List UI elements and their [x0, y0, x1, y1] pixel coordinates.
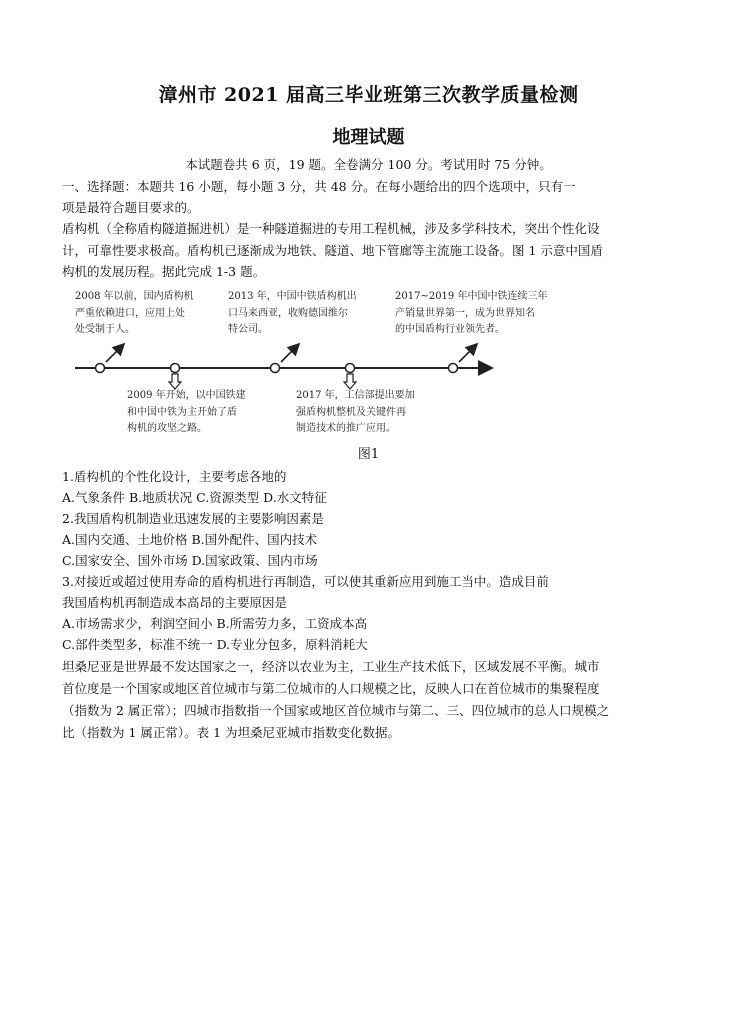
question3-options-cd: C.部件类型多，标准不统一 D.专业分包多，原料消耗大 [62, 637, 368, 652]
arrow-2009 [169, 374, 181, 389]
event-2013-line: 2013 年，中国中铁盾构机出 [228, 291, 357, 302]
timeline-node-2013 [271, 364, 280, 373]
event-2008 [75, 289, 194, 339]
arrow-2013 [281, 345, 298, 362]
event-2013-line: 口马来西亚，收购德国维尔 [228, 307, 348, 319]
timeline-node-2008 [96, 364, 105, 373]
event-2017-2019 [395, 289, 547, 339]
question3-line1: 3.对接近或超过使用寿命的盾构机进行再制造，可以使其重新应用到施工当中。造成目前 [62, 574, 549, 589]
section-instruction-line2: 项是最符合题目要求的。 [62, 200, 200, 215]
event-2013-line: 特公司。 [228, 324, 268, 335]
arrow-2017 [344, 374, 356, 389]
passage1-line2: 计，可靠性要求极高。盾构机已逐渐成为地铁、隧道、地下管廊等主流施工设备。图 1 示意中国盾 [62, 243, 603, 258]
event-2008-line: 严重依赖进口，应用上处 [75, 307, 185, 319]
exam-title: 漳州市 2021 届高三毕业班第三次教学质量检测 [158, 84, 579, 106]
timeline-node-2009 [171, 364, 180, 373]
event-2009-line: 和中国中铁为主开始了盾 [127, 406, 237, 418]
event-2017-line: 制造技术的推广应用。 [296, 423, 396, 434]
event-2009 [127, 388, 246, 438]
event-2017-2019-line: 产销量世界第一，成为世界知名 [395, 307, 535, 319]
figure1-timeline [70, 285, 548, 445]
passage2-line1: 坦桑尼亚是世界最不发达国家之一，经济以农业为主，工业生产技术低下，区域发展不平衡。城市 [62, 659, 600, 674]
passage2-line3: （指数为 2 属正常）；四城市指数指一个国家或地区首位城市与第二、三、四位城市的总人口规模之 [62, 703, 610, 718]
event-2017-line: 2017 年，工信部提出要加 [296, 390, 415, 401]
passage2-line4: 比（指数为 1 属正常）。表 1 为坦桑尼亚城市指数变化数据。 [62, 725, 401, 740]
question2: 2.我国盾构机制造业迅速发展的主要影响因素是 [62, 511, 324, 526]
question2-options-ab: A.国内交通、土地价格 B.国外配件、国内技术 [62, 532, 318, 547]
event-2013 [228, 289, 357, 339]
exam-info: 本试题卷共 6 页，19 题。全卷满分 100 分。考试用时 75 分钟。 [185, 157, 552, 172]
passage2-line2: 首位度是一个国家或地区首位城市与第二位城市的人口规模之比，反映人口在首位城市的集聚程度 [62, 681, 600, 696]
timeline-node-2017-2019 [449, 364, 458, 373]
question3-options-ab: A.市场需求少，利润空间小 B.所需劳力多，工资成本高 [62, 616, 368, 631]
figure1-caption: 图1 [357, 447, 380, 462]
question3-line2: 我国盾构机再制造成本高昂的主要原因是 [62, 595, 288, 610]
event-2008-line: 2008 年以前，国内盾构机 [75, 291, 194, 302]
event-2017-2019-line: 的中国盾构行业领先者。 [395, 324, 505, 335]
passage1-line1: 盾构机（全称盾构隧道掘进机）是一种隧道掘进的专用工程机械，涉及多学科技术，突出个性化设 [62, 221, 600, 236]
event-2009-line: 2009 年开始，以中国铁建 [127, 390, 246, 401]
arrow-2017-2019 [459, 345, 476, 362]
question2-options-cd: C.国家安全、国外市场 D.国家政策、国内市场 [62, 553, 318, 568]
event-2017 [296, 388, 415, 438]
event-2017-2019-line: 2017~2019 年中国中铁连续三年 [395, 291, 548, 302]
question1-options: A.气象条件 B.地质状况 C.资源类型 D.水文特征 [62, 490, 327, 505]
passage1-line3: 构机的发展历程。据此完成 1-3 题。 [62, 264, 266, 279]
question1: 1.盾构机的个性化设计，主要考虑各地的 [62, 469, 287, 484]
arrow-2008 [106, 345, 123, 362]
event-2008-line: 处受制于人。 [75, 324, 135, 335]
section-instruction-line1: 一、选择题：本题共 16 小题，每小题 3 分，共 48 分。在每小题给出的四个选项中，只有一 [62, 179, 576, 194]
timeline-node-2017 [346, 364, 355, 373]
event-2009-line: 构机的攻坚之路。 [127, 423, 207, 434]
exam-subtitle: 地理试题 [332, 127, 405, 148]
event-2017-line: 强盾构机整机及关键件再 [296, 406, 406, 418]
